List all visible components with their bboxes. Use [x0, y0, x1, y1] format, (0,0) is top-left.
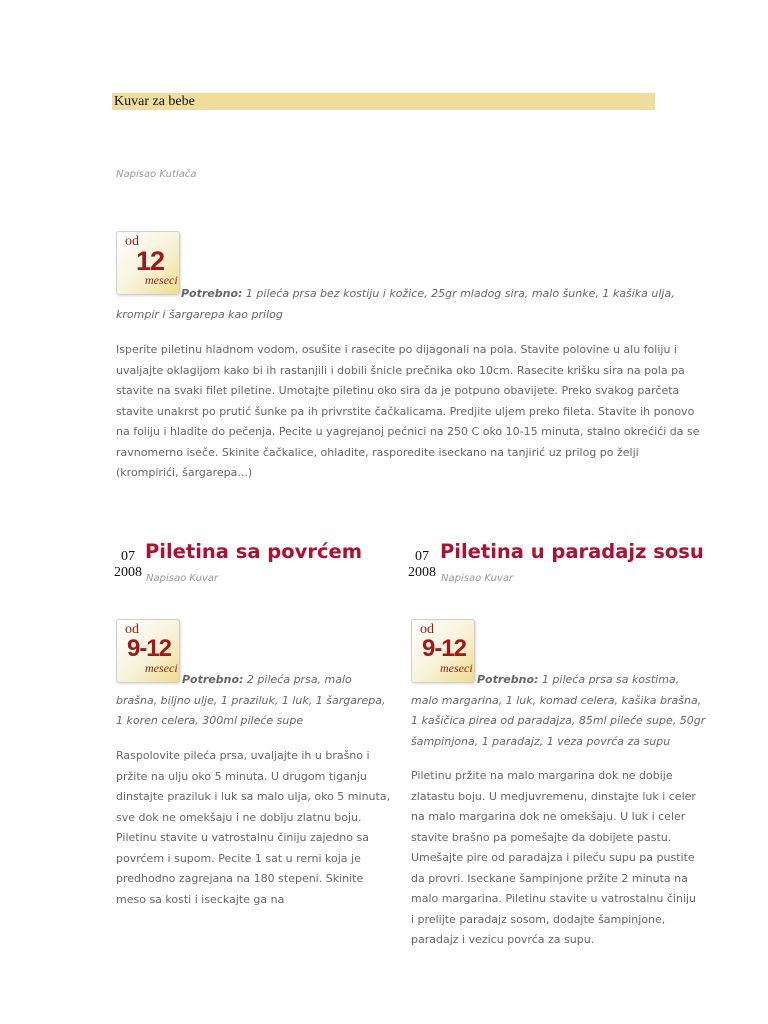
recipe-body: Raspolovite pileća prsa, uvaljajte ih u brašno i pržite na ulju oko 5 minuta. U drugom tiganju dinstajte praziluk i luk sa malo ulja, oko 5 minuta, sve dok ne omekšaju i ne dobiju zlatnu boju. Piletinu stavite u vatrostalnu činiju zajedno sa povrćem i supom. Pecite 1 sat u rerni koja je predhodno zagrejana na 180 stepeni. Skinite meso sa kosti i iseckajte ga na: [116, 749, 391, 906]
post-title-link[interactable]: Piletina sa povrćem: [145, 540, 363, 563]
post-author: Napisao Kuvar: [441, 573, 514, 584]
ingredients-text: Potrebno: 1 pileća prsa bez kostiju i kožice, 25gr mladog sira, malo šunke, 1 kašika ulja, krompir i šargarepa kao prilog: [116, 287, 675, 321]
ingredients-text: Potrebno: 1 pileća prsa sa kostima, malo margarina, 1 luk, komad celera, kašika brašna, 1 kašičica pirea od paradajza, 85ml pileće supe, 50gr šampinjona, 1 paradajz, 1 veza povrća za supu: [411, 673, 706, 748]
blog-header-bar: [112, 93, 655, 110]
age-badge-icon: od 9-12 meseci: [411, 619, 475, 683]
post-date: 07 2008: [408, 549, 436, 580]
recipe-body: Isperite piletinu hladnom vodom, osušite i rasecite po dijagonali na pola. Stavite polovine u alu foliju i uvaljajte oklagijom kako bi ih rastanjili i dobili šnicle prečnika oko 10cm. Rasecite krišku sira na pola pa stavite na svaki filet piletine. Umotajte piletinu oko sira da je potpuno obavijete. Preko svakog parčeta stavite unakrst po prutić šunke pa ih privrstite čačkalicama. Predjite uljem preko fileta. Stavite ih ponovo na foliju i hladite do pečenja. Pecite u yagrejanoj pećnici na 250 C oko 10-15 minuta, stalno okrećići da se ravnomerno iseče. Skinite čačkalice, ohladite, rasporedite iseckano na tanjirić uz prilog po želji (krompirići, šargarepa...): [116, 343, 700, 479]
ingredients-text: Potrebno: 2 pileća prsa, malo brašna, biljno ulje, 1 praziluk, 1 luk, 1 šargarepa, 1 koren celera, 300ml pileće supe: [116, 673, 386, 727]
post-author: Napisao Kuvar: [146, 573, 219, 584]
post-title-link[interactable]: Piletina u paradajz sosu: [440, 540, 704, 563]
age-badge-icon: od 9-12 meseci: [116, 619, 180, 683]
post-date: 07 2008: [114, 549, 142, 580]
recipe-body: Piletinu pržite na malo margarina dok ne dobije zlatastu boju. U medjuvremenu, dinstajte luk i celer na malo margarina dok ne omekšaju. U luk i celer stavite brašno pa pomešajte da dobijete pastu. Umešajte pire od paradajza i pileću supu pa pustite da provri. Iseckane šampinjone pržite 2 minuta na malo margarina. Piletinu stavite u vatrostalnu činiju i prelijte paradajz sosom, dodajte šampinjone, paradajz i vezicu povrća za supu.: [411, 769, 697, 946]
post-author: Napisao Kutlača: [116, 169, 197, 180]
age-badge-icon: od 12 meseci: [116, 231, 180, 295]
blog-title[interactable]: Kuvar za bebe: [114, 94, 195, 109]
